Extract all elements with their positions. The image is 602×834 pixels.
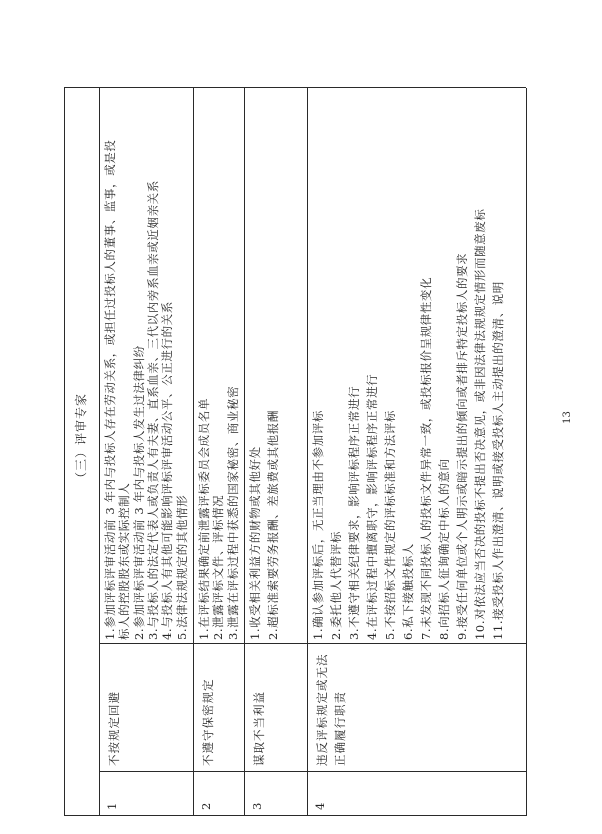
row-item: 标人的控股股东或实际控制人 — [117, 482, 132, 640]
row-item: 1.参加评标评审活动前 3 年内与投标人存在劳动关系，或担任过投标人的董事、监事，或是投 — [103, 139, 117, 640]
row-item: 4.与投标人有其他可能影响评标评审活动公平、公正进行的关系 — [160, 301, 175, 640]
column-divider-number — [99, 771, 526, 772]
row-number: 2 — [199, 802, 213, 810]
page-number: 13 — [561, 411, 573, 424]
row-item: 2.泄露评标文件、评标情况 — [211, 494, 226, 640]
row-item: 10.对依法应当否决的投标不提出否决意见，或非因法律法规规定情形而随意废标 — [473, 208, 487, 640]
row-item: 7.未发现不同投标人的投标文件异常一致，或投标报价呈规律性变化 — [419, 276, 433, 640]
row-item: 1.在评标结果确定前泄露评标委员会成员名单 — [197, 397, 211, 640]
row-number: 4 — [313, 802, 327, 810]
row-divider-2 — [193, 88, 194, 816]
table-border-left — [64, 815, 526, 816]
row-item: 9.接受任何单位或个人明示或暗示提出的倾向或者排斥特定投标人的要求 — [455, 252, 469, 640]
row-divider-3 — [244, 88, 245, 816]
row-item: 5.不按招标文件规定的评标标准和方法评标 — [383, 410, 397, 640]
row-item: 2.委托他人代替评标 — [329, 531, 343, 640]
row-category: 不按规定回避 — [107, 691, 121, 766]
row-category: 违反评标规定或无法正确履行职责 — [315, 653, 347, 766]
table-border-bottom — [526, 88, 527, 816]
row-item: 5.法律法规规定的其他情形 — [174, 494, 189, 640]
row-number: 3 — [250, 802, 264, 810]
row-item: 3.与投标人的法定代表人或负责人有夫妻、直系血亲、三代以内旁系血亲或近姻亲关系 — [146, 180, 160, 640]
row-item: 6.私下接触投标人 — [401, 543, 415, 640]
row-item: 1.确认参加评标后，无正当理由不参加评标 — [311, 410, 325, 640]
row-item: 8.向招标人征询确定中标人的意向 — [437, 458, 451, 640]
row-item: 3.不遵守相关纪律要求，影响评标程序正常进行 — [347, 385, 361, 640]
row-item: 2.超标准索要劳务报酬、差旅费或其他报酬 — [266, 410, 280, 640]
section-title: （三）评审专家 — [74, 392, 88, 484]
row-item: 2.参加评标评审活动前 3 年内与投标人发生过法律纠纷 — [131, 345, 146, 640]
table-border-top — [64, 88, 65, 816]
column-divider-category — [99, 643, 526, 644]
table-border-right — [64, 87, 526, 88]
row-number: 1 — [105, 802, 119, 810]
row-item: 11.接受投标人作出澄清、说明或接受投标人主动提出的澄清、说明 — [491, 281, 505, 640]
row-category: 不遵守保密规定 — [201, 678, 215, 766]
row-divider-4 — [307, 88, 308, 816]
row-category: 谋取不当利益 — [252, 691, 266, 766]
row-item: 4.在评标过程中擅离职守，影响评标程序正常进行 — [365, 373, 379, 640]
row-item: 1.收受相关利益方的财物或其他好处 — [248, 446, 262, 640]
row-item: 3.泄露在评标过程中获悉的国家秘密、商业秘密 — [225, 385, 240, 640]
row-divider-1 — [99, 88, 100, 816]
